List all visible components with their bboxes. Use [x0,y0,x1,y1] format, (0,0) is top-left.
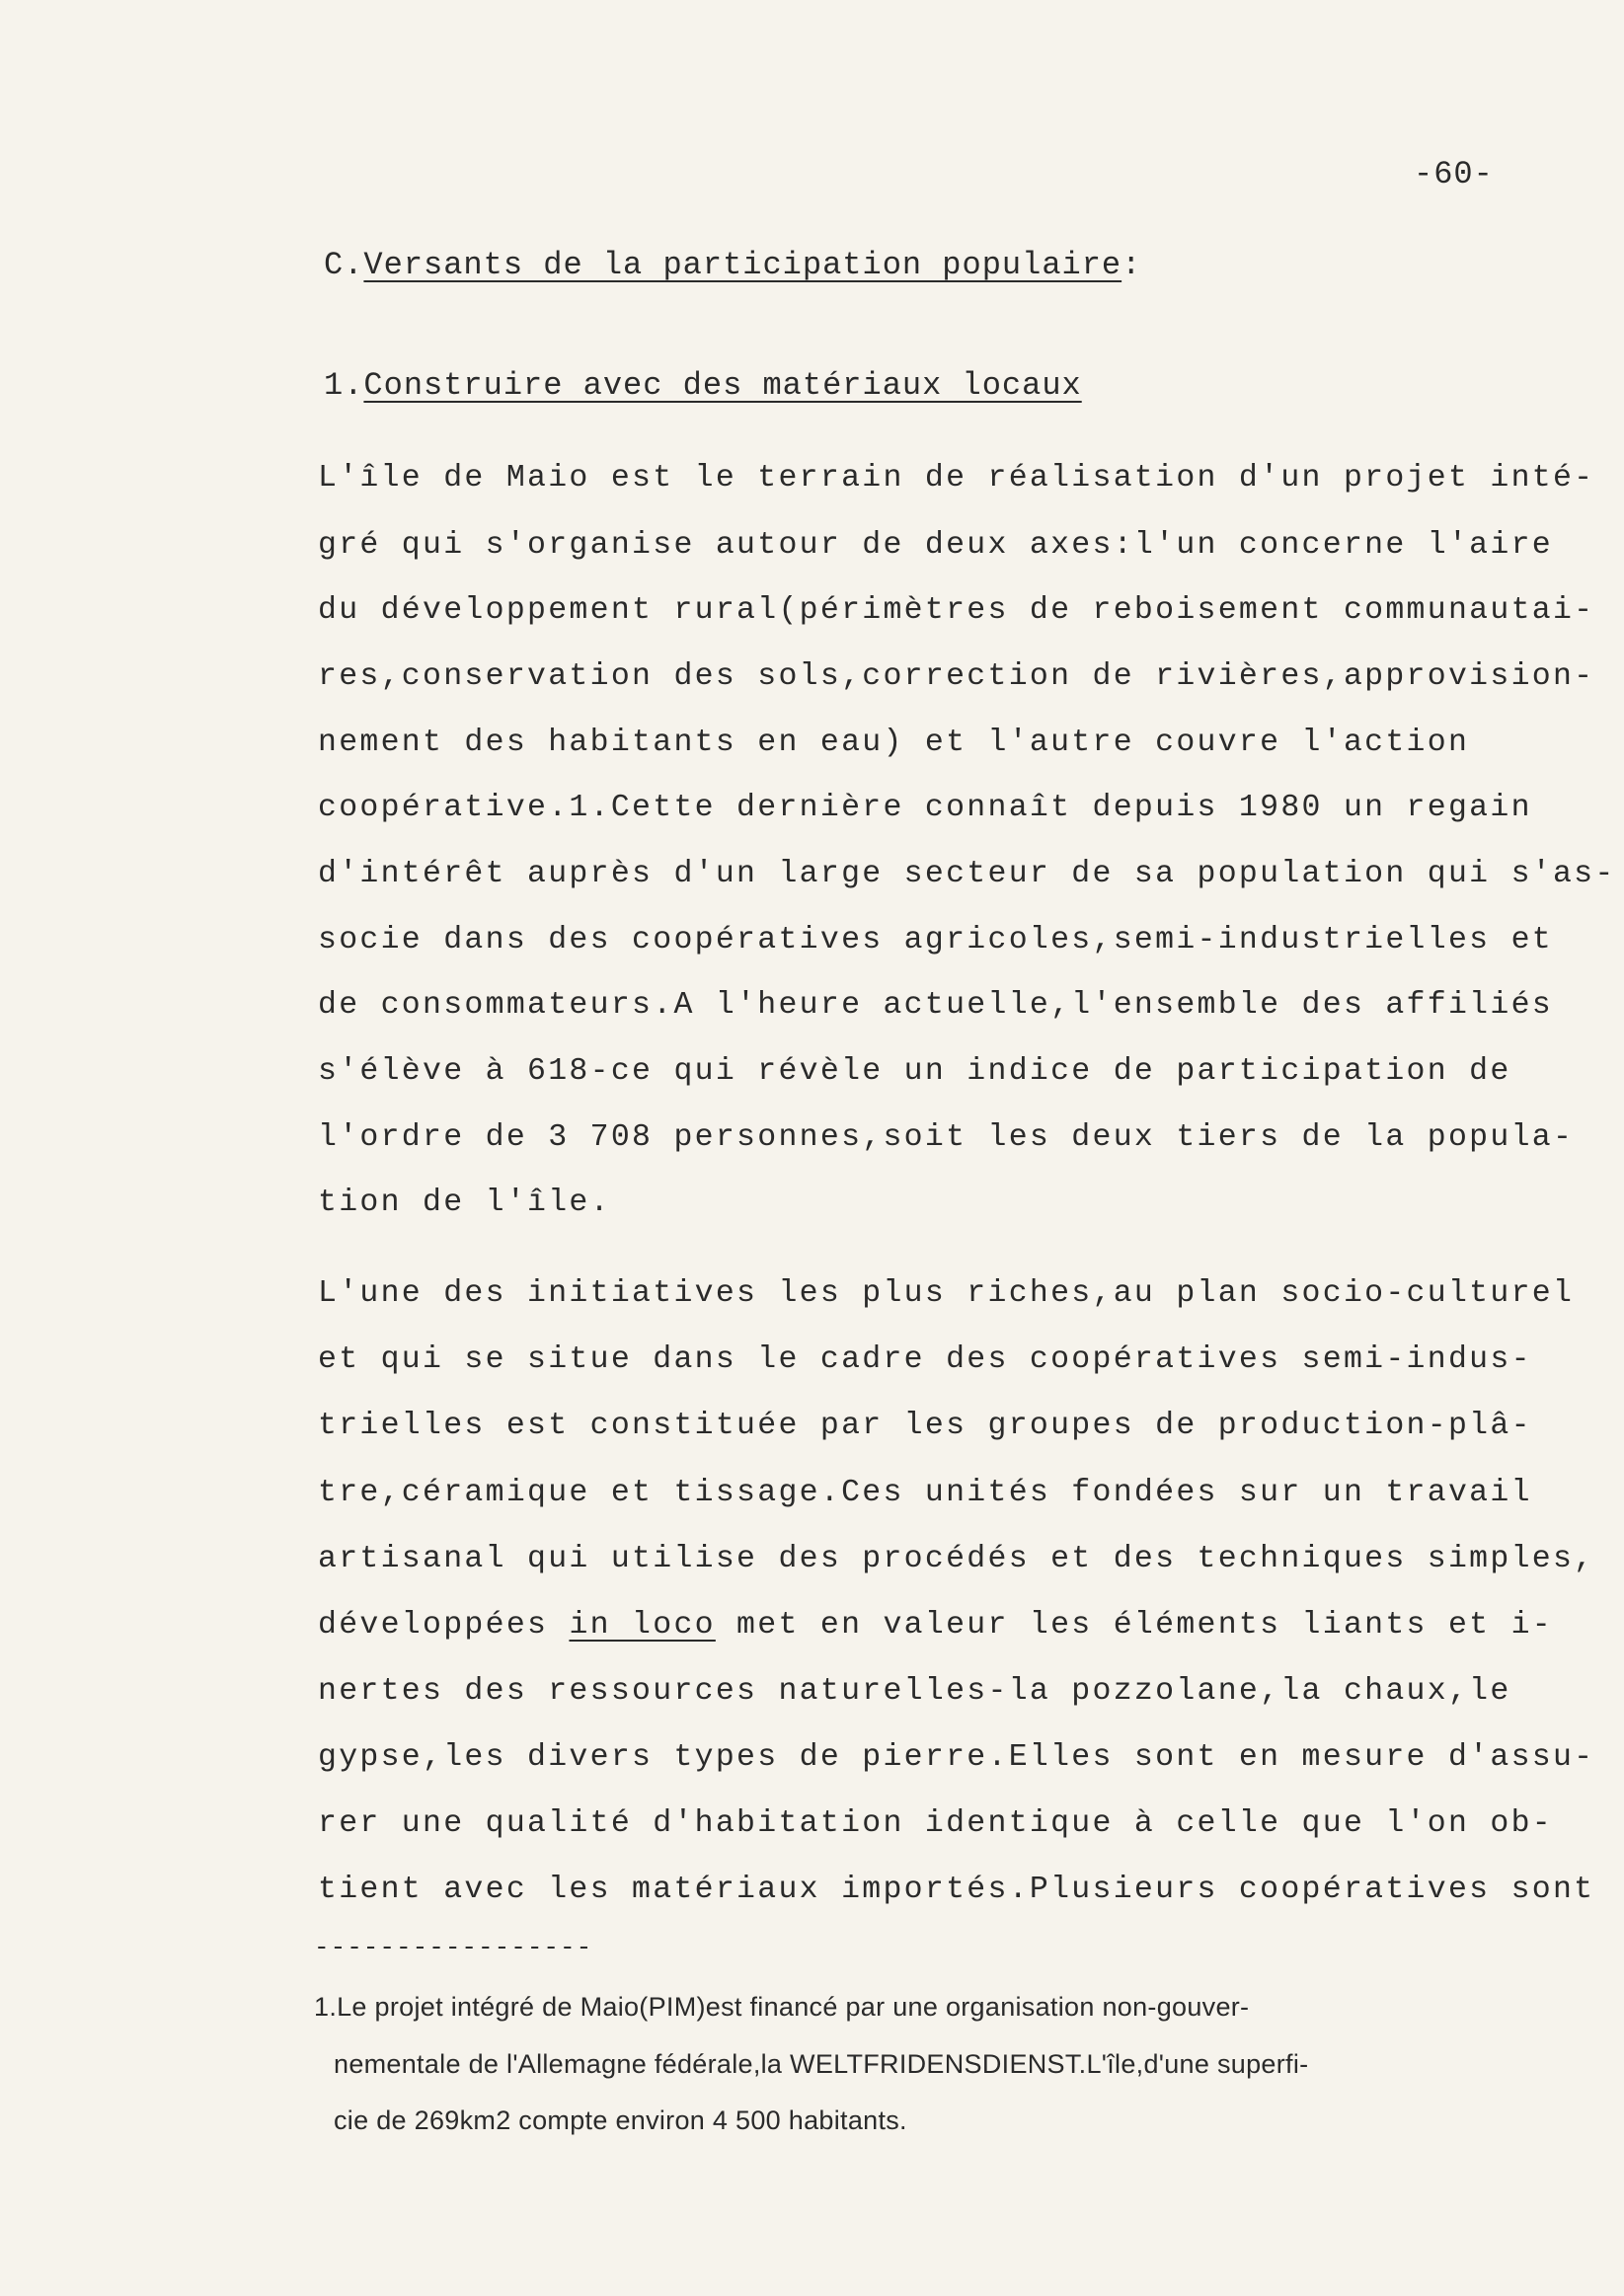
footnote-separator: ----------------- [314,1933,593,1962]
text-line: nement des habitants en eau) et l'autre couvre l'action [318,726,1470,760]
text-line: artisanal qui utilise des procédés et des techniques simples, [318,1542,1595,1576]
footnote-line: cie de 269km2 compte environ 4 500 habitants. [334,2105,907,2135]
text-line: d'intérêt auprès d'un large secteur de sa population qui s'as- [318,857,1616,891]
footnote-line: 1.Le projet intégré de Maio(PIM)est financé par une organisation non-gouver- [314,1992,1250,2022]
text-line: du développement rural(périmètres de reboisement communautai- [318,593,1595,628]
subsection-heading [324,367,1082,404]
text-line: tion de l'île. [318,1186,611,1220]
section-heading-prefix: C. [324,247,364,283]
text-line: socie dans des coopératives agricoles,semi-industrielles et [318,923,1553,957]
text-line: s'élève à 618-ce qui révèle un indice de participation de [318,1054,1511,1089]
text-line: de consommateurs.A l'heure actuelle,l'ensemble des affiliés [318,988,1553,1023]
text-line: trielles est constituée par les groupes de production-plâ- [318,1409,1532,1443]
text-line: L'île de Maio est le terrain de réalisation d'un projet inté- [318,461,1595,496]
text-line: gré qui s'organise autour de deux axes:l'un concerne l'aire [318,528,1553,563]
text-line: gypse,les divers types de pierre.Elles sont en mesure d'assu- [318,1740,1595,1775]
section-heading [324,247,1141,283]
text-segment: met en valeur les éléments liants et i- [715,1608,1553,1643]
page-number: -60- [1414,156,1494,192]
section-heading-suffix: : [1121,247,1142,283]
text-line: rer une qualité d'habitation identique à celle que l'on ob- [318,1806,1553,1841]
text-line: res,conservation des sols,correction de rivières,approvision- [318,659,1595,694]
text-line: L'une des initiatives les plus riches,au plan socio-culturel [318,1276,1575,1311]
section-heading-text: Versants de la participation populaire [363,247,1122,283]
footnote-line: nementale de l'Allemagne fédérale,la WELTFRIDENSDIENST.L'île,d'une superfi- [334,2049,1309,2079]
text-line: tient avec les matériaux importés.Plusieurs coopératives sont [318,1873,1595,1907]
text-line: l'ordre de 3 708 personnes,soit les deux tiers de la popula- [318,1120,1575,1155]
text-line: coopérative.1.Cette dernière connaît depuis 1980 un regain [318,791,1532,825]
subsection-heading-text: Construire avec des matériaux locaux [363,367,1082,404]
text-segment: développées [318,1608,570,1643]
text-line: nertes des ressources naturelles-la pozzolane,la chaux,le [318,1674,1511,1709]
text-line: tre,céramique et tissage.Ces unités fondées sur un travail [318,1476,1532,1510]
text-line: et qui se situe dans le cadre des coopératives semi-indus- [318,1342,1532,1377]
underlined-latin-term: in loco [569,1608,716,1643]
text-line [318,1608,1553,1643]
subsection-heading-prefix: 1. [324,367,364,404]
